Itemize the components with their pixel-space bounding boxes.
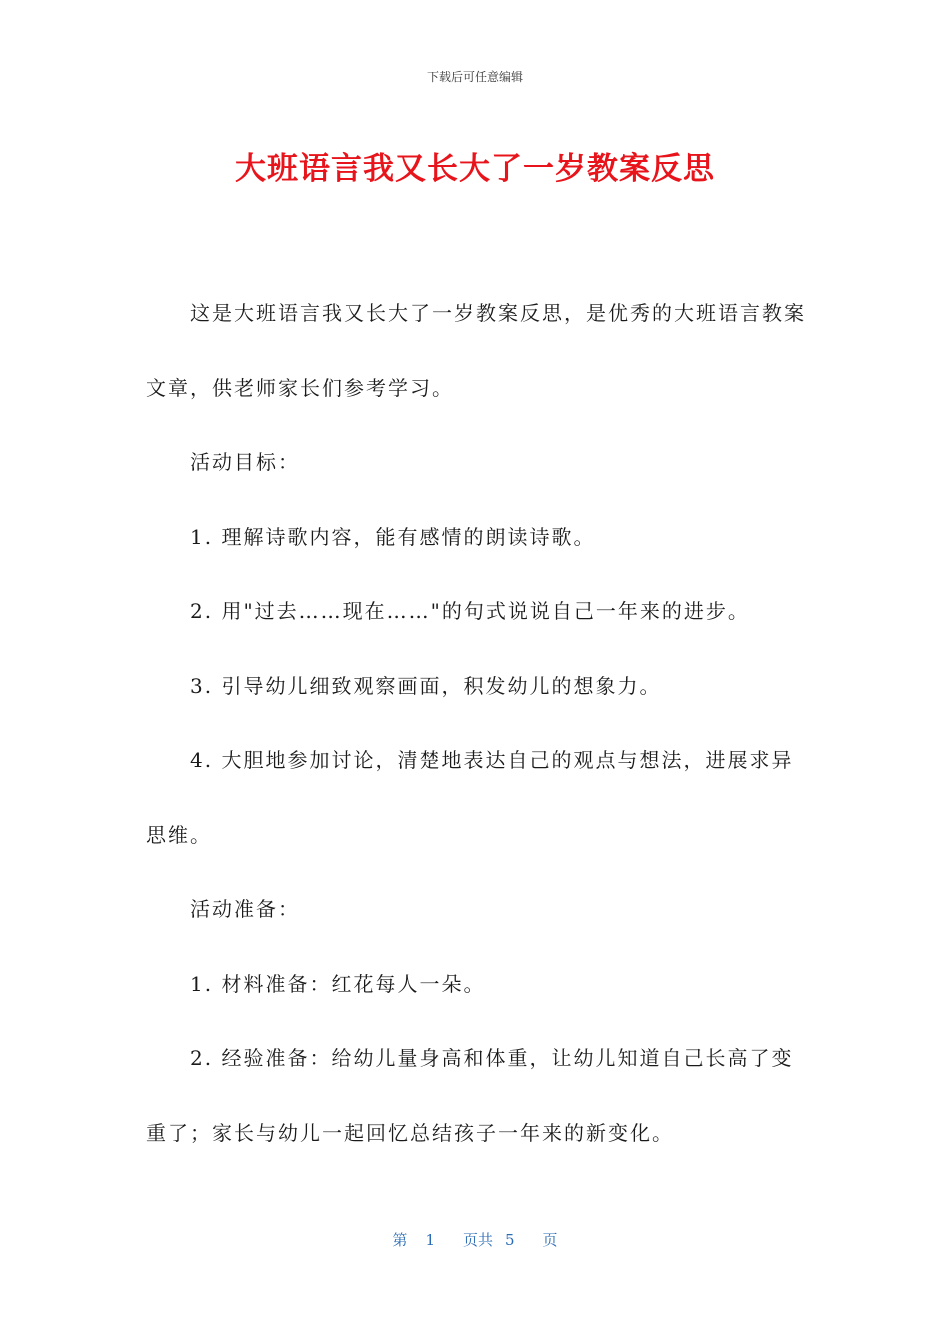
- footer-prefix: 第: [392, 1231, 408, 1249]
- document-title: 大班语言我又长大了一岁教案反思: [235, 151, 715, 187]
- page-footer: [0, 1229, 950, 1250]
- paragraph-goal-3: 3. 引导幼儿细致观察画面，积发幼儿的想象力。: [190, 673, 662, 698]
- paragraph-goal-1: 1. 理解诗歌内容，能有感情的朗读诗歌。: [190, 524, 596, 549]
- paragraph-prep-2: 2. 经验准备：给幼儿量身高和体重，让幼儿知道自己长高了变重了；家长与幼儿一起回忆总结孩子一年来的新变化。: [146, 1046, 794, 1145]
- paragraph-goal-4: 4. 大胆地参加讨论，清楚地表达自己的观点与想法，进展求异思维。: [146, 748, 794, 847]
- footer-mid: 页共: [462, 1231, 493, 1249]
- footer-total-pages: 5: [505, 1231, 515, 1249]
- footer-current-page: 1: [425, 1231, 435, 1249]
- paragraph-goal-2: 2. 用"过去……现在……"的句式说说自己一年来的进步。: [190, 599, 750, 623]
- footer-suffix: 页: [542, 1231, 558, 1249]
- document-body: [146, 276, 806, 1170]
- paragraph-intro: 这是大班语言我又长大了一岁教案反思，是优秀的大班语言教案文章，供老师家长们参考学习。: [146, 301, 806, 400]
- paragraph-prep-heading: 活动准备：: [190, 897, 300, 921]
- header-note: 下载后可任意编辑: [426, 70, 523, 84]
- paragraph-prep-1: 1. 材料准备：红花每人一朵。: [190, 971, 486, 996]
- paragraph-goals-heading: 活动目标：: [190, 450, 300, 474]
